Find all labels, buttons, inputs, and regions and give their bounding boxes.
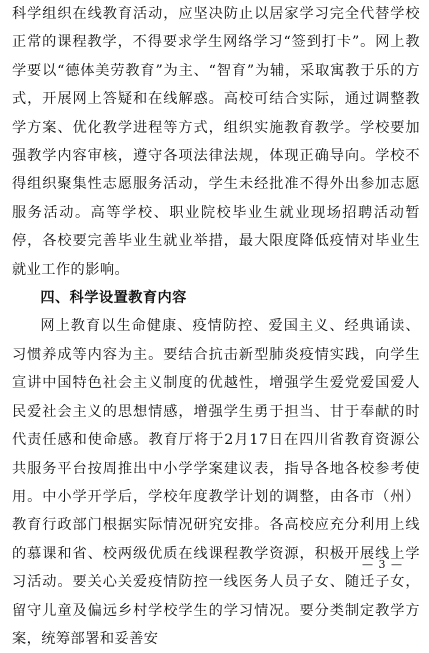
page-number: — 3 — <box>362 558 403 571</box>
section-heading: 四、科学设置教育内容 <box>40 290 187 307</box>
body-paragraph-1: 科学组织在线教育活动，应坚决防止以居家学习完全代替学校正常的课程教学，不得要求学生网络学习“签到打卡”。网上教学要以“德体美劳教育”为主、“智育”为辅，采取寓教于乐的方式，开展网上答疑和在线解惑。高校可结合实际，通过调整教学方案、优化教学进程等方式，组织实施教育教学。学校要加强教学内容审核，遵守各项法律法规，体现正确导向。学校不得组织聚集性志愿服务活动，学生未经批准不得外出参加志愿服务活动。高等学校、职业院校毕业生就业现场招聘活动暂停，各校要完善毕业生就业举措，最大限度降低疫情对毕业生就业工作的影响。 <box>12 6 420 278</box>
document-page <box>12 0 420 653</box>
body-paragraph-2: 网上教育以生命健康、疫情防控、爱国主义、经典诵读、习惯养成等内容为主。要结合抗击新型肺炎疫情实践，向学生宣讲中国特色社会主义制度的优越性，增强学生爱党爱国爱人民爱社会主义的思想情感，增强学生勇于担当、甘于奉献的时代责任感和使命感。教育厅将于2月17日在四川省教育资源公共服务平台按周推出中小学学案建议表，指导各地各校参考使用。中小学开学后，学校年度教学计划的调整，由各市（州）教育行政部门根据实际情况研究安排。各高校应充分利用上线的慕课和省、校两级优质在线课程教学资源，积极开展线上学习活动。要关心关爱疫情防控一线医务人员子女、随迁子女，留守儿童及偏远乡村学校学生的学习情况。要分类制定教学方案，统筹部署和妥善安 <box>12 318 420 647</box>
